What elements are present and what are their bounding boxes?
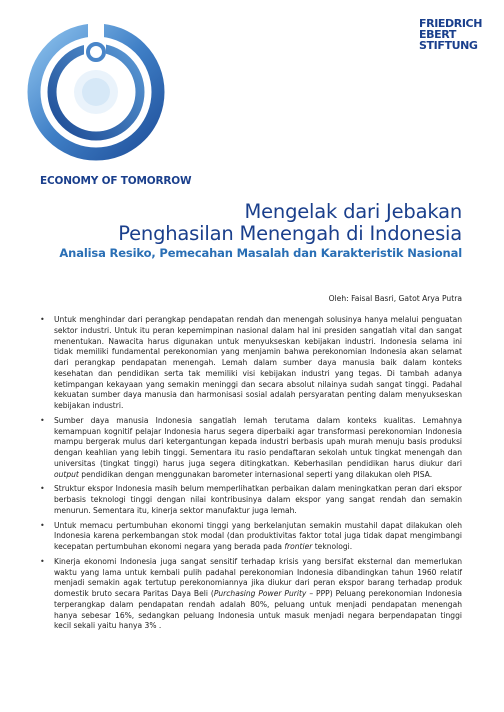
publisher-line: FRIEDRICH — [419, 17, 482, 30]
list-item — [40, 521, 462, 553]
list-item-text: • Sumber daya manusia Indonesia sangatlah lemah terutama dalam konteks kualitas. Lemahnya kemampuan kognitif pelajar Indonesia harus segera diperbaiki agar transformasi perekonomian Indonesia mampu bergerak mulus dari ketergantungan kepada industri berbasis upah murah menuju basis produksi dengan keahlian yang lebih tinggi. Sementara itu rasio pendaftaran sekolah untuk tingkat menengah dan universitas (tingkat tinggi) harus juga segera ditingkatkan. Keberhasilan pendidikan harus diukur dari output pendidikan dengan menggunakan barometer internasional seperti yang dilakukan oleh PISA. — [54, 415, 462, 479]
list-item-text: • Struktur ekspor Indonesia masih belum memperlihatkan perbaikan dalam meningkatkan peran dari ekspor berbasis teknologi tinggi dengan nilai kontribusinya dalam ekspor yang sangat rendah dan semakin menurun. Sementara itu, kinerja sektor manufaktur juga lemah. — [54, 484, 462, 515]
logo-tagline: ECONOMY OF TOMORROW — [40, 175, 192, 187]
globe-ring-icon — [22, 10, 170, 170]
publisher-line: STIFTUNG — [419, 39, 478, 52]
publisher-logo — [419, 18, 482, 51]
list-item-text: • Kinerja ekonomi Indonesia juga sangat sensitif terhadap krisis yang bersifat eksternal dan memerlukan waktu yang lama untuk kembali pulih padahal perekonomian Indonesia dibandingkan tahun 1960 relatif menjadi semakin agak tertutup perekonomiannya jika diukur dari peran ekspor barang terhadap produk domestik bruto secara Paritas Daya Beli (Purchasing Power Purity – PPP) Peluang perekonomian Indonesia terperangkap dalam pendapatan rendah adalah 80%, peluang untuk menjadi pendapatan menengah hanya sebesar 16%, sedangkan peluang Indonesia untuk masuk menjadi negara berpendapatan tinggi kecil sekali yaitu hanya 3% . — [54, 556, 462, 631]
list-item — [40, 315, 462, 412]
key-points-list — [40, 315, 462, 636]
list-item-text: • Untuk memacu pertumbuhan ekonomi tinggi yang berkelanjutan semakin mustahil dapat dilakukan oleh Indonesia karena perkembangan stok modal (dan produktivitas faktor total juga tidak dapat mengimbangi kecepatan pertumbuhan ekonomi negara yang berada pada frontier teknologi. — [54, 520, 462, 551]
document-subtitle: Analisa Resiko, Pemecahan Masalah dan Karakteristik Nasional — [59, 246, 462, 260]
author-line: Oleh: Faisal Basri, Gatot Arya Putra — [328, 294, 462, 303]
document-title-line1: Mengelak dari Jebakan — [244, 200, 462, 223]
economy-of-tomorrow-logo — [22, 10, 170, 172]
list-item — [40, 416, 462, 481]
list-item — [40, 557, 462, 632]
publisher-line: EBERT — [419, 28, 456, 41]
list-item-text: • Untuk menghindar dari perangkap pendapatan rendah dan menengah solusinya hanya melalui penguatan sektor industri. Untuk itu peran kepemimpinan nasional dalam hal ini presiden sangatlah vital dan sangat menentukan. Nawacita harus digunakan untuk menyukseskan kebijakan industri. Indonesia selama ini tidak memiliki fundamental perekonomian yang menjamin bahwa perekonomian Indonesia akan selamat dari perangkap pendapatan menengah. Lemah dalam sumber daya manusia baik dalam konteks kesehatan dan pendidikan serta tak memiliki visi kebijakan industri yang tegas. Di tambah adanya ketimpangan kekayaan yang semakin meninggi dan secara absolut nilainya sudah sangat tinggi. Padahal kekuatan sumber daya manusia dan harmonisasi sosial adalah persyaratan penting dalam menyukseskan kebijakan industri. — [54, 315, 462, 410]
document-title-line2: Penghasilan Menengah di Indonesia — [118, 222, 462, 245]
list-item — [40, 484, 462, 516]
